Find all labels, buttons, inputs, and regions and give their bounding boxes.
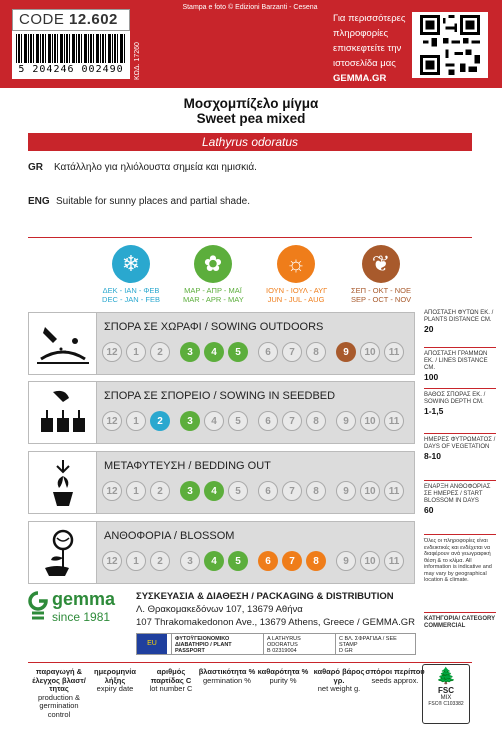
month-circle-5: 5 [228,411,248,431]
panel-title: ΑΝΘΟΦΟΡΙΑ / BLOSSOM [104,530,235,542]
month-row [102,342,408,362]
side-divider [424,433,496,434]
side-divider [424,612,496,613]
side-divider [424,534,496,535]
latin-name: Lathyrus odoratus [28,133,472,151]
sowing-outdoors-icon [29,313,97,374]
month-circle-7: 7 [282,342,302,362]
header-info: Για περισσότερες πληροφορίες επισκεφτείτε την ιστοσελίδα μας GEMMA.GR [333,13,406,84]
month-circle-3: 3 [180,481,200,501]
leaf-icon: ❦ [362,245,400,283]
month-circle-1: 1 [126,411,146,431]
month-circle-4: 4 [204,481,224,501]
month-circle-8: 8 [306,481,326,501]
side-note: Όλες οι πληροφορίες είναι ενδεικτικές και ενδέχεται να διαφέρουν ανά γεωγραφική θέση & το κλίμα. All information is indicative and may vary by geographical location & climate. [424,538,492,583]
month-circle-12: 12 [102,411,122,431]
month-circle-7: 7 [282,411,302,431]
month-circle-12: 12 [102,481,122,501]
side-info-plants-distance: ΑΠΟΣΤΑΣΗ ΦΥΤΩΝ ΕΚ. / PLANTS DISTANCE CM. 20 [424,310,494,334]
month-circle-2: 2 [150,342,170,362]
month-circle-9: 9 [336,411,356,431]
company-info: ΣΥΣΚΕΥΑΣΙΑ & ΔΙΑΘΕΣΗ / PACKAGING & DISTRIBUTION Λ. Θρακομακεδόνων 107, 13679 Αθήνα 107 Thrakomakedonon Ave., 13679 Athens, Greece / GEMMA.GR [136,591,416,628]
barcode-number: 5 204246 002490 [18,64,124,75]
month-circle-11: 11 [384,481,404,501]
month-circle-11: 11 [384,551,404,571]
field-seeds: σπόροι περίπου seeds approx. [365,667,425,685]
month-circle-5: 5 [228,551,248,571]
month-circle-1: 1 [126,551,146,571]
tree-icon: 🌲 [436,668,456,685]
field-purity: καθαρότητα % purity % [257,667,309,685]
month-circle-11: 11 [384,342,404,362]
gemma-logo-icon [28,591,48,623]
side-info-lines-distance: ΑΠΟΣΤΑΣΗ ΓΡΑΜΜΩΝ ΕΚ. / LINES DISTANCE CM. 100 [424,351,488,382]
field-production: παραγωγή & έλεγχος βλαστ/τητας production & germination control [32,667,86,719]
panel-title: ΜΕΤΑΦΥΤΕΥΣΗ / BEDDING OUT [104,460,271,472]
field-lot: αριθμός παρτίδας C lot number C [149,667,193,693]
panel-blossom [28,521,415,584]
credit-text: Stampa e foto © Edizioni Barzanti - Cesena [182,4,318,11]
month-circle-6: 6 [258,411,278,431]
side-divider [424,388,496,389]
transplant-icon [29,452,97,513]
panel-bedding-out [28,451,415,514]
month-circle-2: 2 [150,411,170,431]
month-row [102,551,408,571]
plant-passport: EU ΦΥΤΟΫΓΕΙΟΝΟΜΙΚΟ ΔΙΑΒΑΤΗΡΙΟ / PLANT PASSPORT A LATHYRUS ODORATUS B 02319004 C ΒΛ. ΣΦΡΑΓΙΔΑ / SEE STAMP D GR [136,633,416,655]
month-circle-12: 12 [102,342,122,362]
panel-title: ΣΠΟΡΑ ΣΕ ΣΠΟΡΕΙΟ / SOWING IN SEEDBED [104,390,336,402]
seedbed-icon [29,382,97,443]
month-circle-7: 7 [282,551,302,571]
month-circle-8: 8 [306,551,326,571]
field-net-weight: καθαρό βάρος γρ. net weight g. [313,667,365,693]
month-circle-9: 9 [336,481,356,501]
side-divider [424,347,496,348]
title-greek: Μοσχομπίζελο μίγμα [183,96,319,111]
barcode [12,31,130,79]
month-circle-6: 6 [258,481,278,501]
month-circle-2: 2 [150,551,170,571]
month-circle-8: 8 [306,342,326,362]
month-circle-10: 10 [360,411,380,431]
month-circle-10: 10 [360,551,380,571]
month-circle-1: 1 [126,342,146,362]
panel-sowing-outdoors [28,312,415,375]
month-circle-11: 11 [384,411,404,431]
side-divider [424,480,496,481]
flower-icon: ✿ [194,245,232,283]
season-summer: ☼ ΙΟΥΝ - ΙΟΥΛ - ΑΥΓ JUN - JUL - AUG [266,245,326,304]
side-info-sowing-depth: ΒΑΘΟΣ ΣΠΟΡΑΣ ΕΚ. / SOWING DEPTH CM. 1-1,5 [424,392,486,416]
since-text: since 1981 [52,610,111,624]
brand-name: gemma [52,589,116,609]
eu-flag-icon: EU [137,634,167,654]
month-circle-3: 3 [180,342,200,362]
month-circle-5: 5 [228,342,248,362]
month-circle-1: 1 [126,481,146,501]
month-circle-9: 9 [336,342,356,362]
kod-number: ΚΩΔ. 17260 [134,42,141,80]
month-circle-12: 12 [102,551,122,571]
field-expiry: ημερομηνία λήξης expiry date [94,667,136,693]
month-row [102,481,408,501]
category: ΚΑΤΗΓΟΡΙΑ/ CATEGORY COMMERCIAL [424,616,496,629]
month-circle-6: 6 [258,551,278,571]
month-circle-10: 10 [360,481,380,501]
snowflake-icon: ❄ [112,245,150,283]
season-winter: ❄ ΔΕΚ - ΙΑΝ - ΦΕΒ DEC - JAN - FEB [101,245,161,304]
qr-code-icon[interactable] [412,12,488,78]
divider [28,237,472,238]
sun-icon: ☼ [277,245,315,283]
product-code: CODE 12.602 [12,9,130,31]
footer-divider [28,662,472,663]
panel-title: ΣΠΟΡΑ ΣΕ ΧΩΡΑΦΙ / SOWING OUTDOORS [104,321,324,333]
blossom-icon [29,522,97,583]
month-circle-7: 7 [282,481,302,501]
month-circle-3: 3 [180,411,200,431]
title-english: Sweet pea mixed [196,111,306,126]
panel-sowing-seedbed [28,381,415,444]
month-circle-2: 2 [150,481,170,501]
side-info-vegetation-days: ΗΜΕΡΕΣ ΦΥΤΡΩΜΑΤΟΣ / DAYS OF VEGETATION 8-10 [424,437,496,461]
fsc-logo: 🌲 FSC MIX FSC® C103382 [422,664,470,724]
season-spring: ✿ ΜΑΡ - ΑΠΡ - ΜΑΪ MAR - APR - MAY [183,245,243,304]
field-germination: βλαστικότητα % germination % [198,667,256,685]
month-circle-4: 4 [204,342,224,362]
month-circle-3: 3 [180,551,200,571]
month-circle-8: 8 [306,411,326,431]
season-autumn: ❦ ΣΕΠ - ΟΚΤ - ΝΟΕ SEP - OCT - NOV [351,245,411,304]
month-row [102,411,408,431]
month-circle-9: 9 [336,551,356,571]
month-circle-10: 10 [360,342,380,362]
month-circle-4: 4 [204,411,224,431]
month-circle-4: 4 [204,551,224,571]
month-circle-6: 6 [258,342,278,362]
side-info-blossom-days: ΕΝΑΡΞΗ ΑΝΘΟΦΟΡΙΑΣ ΣΕ ΗΜΕΡΕΣ / START BLOSSOM IN DAYS 60 [424,484,491,515]
month-circle-5: 5 [228,481,248,501]
